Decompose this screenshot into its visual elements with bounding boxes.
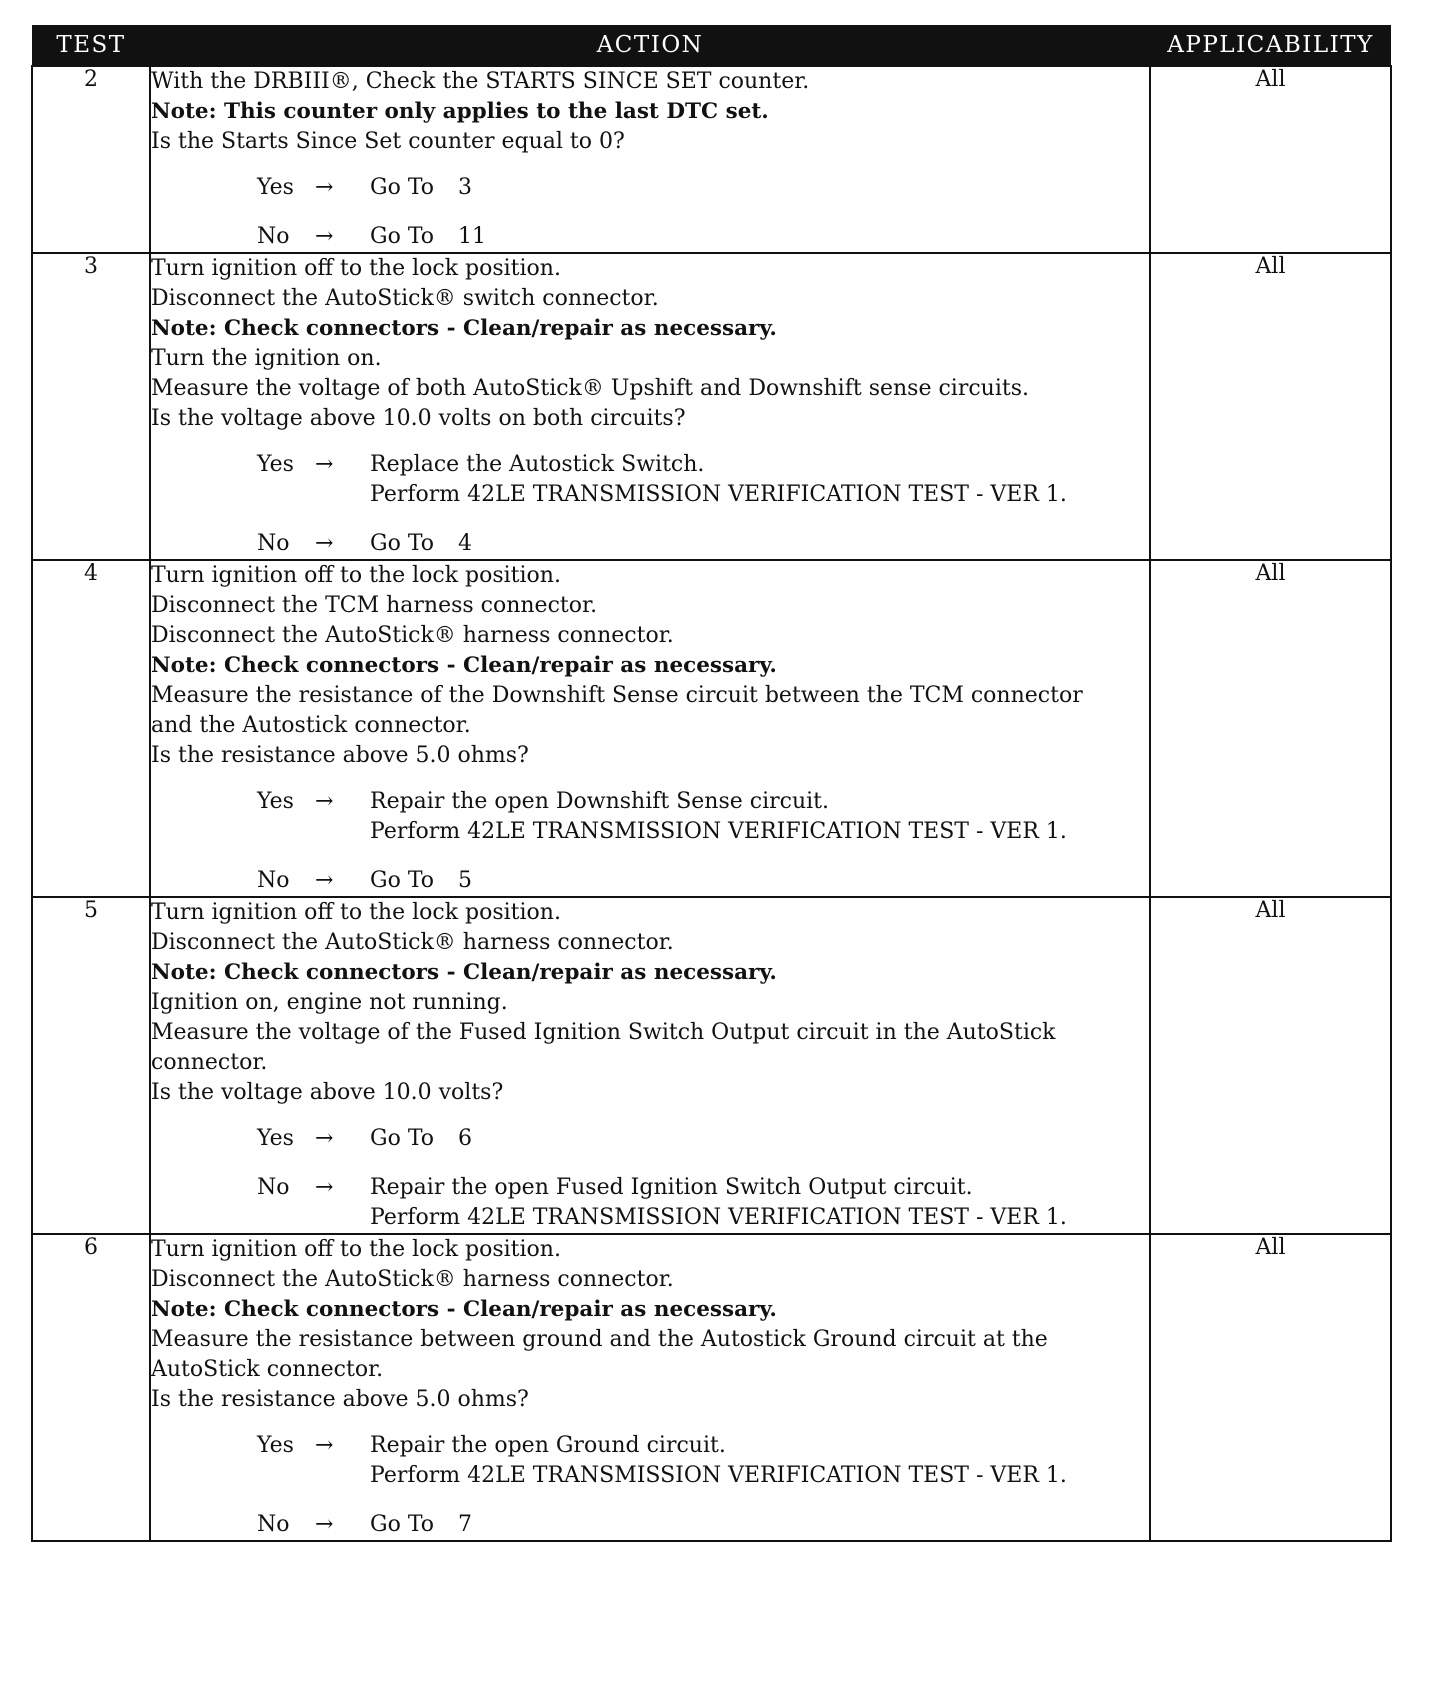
- goto-target: 4: [458, 531, 473, 556]
- answer-label: No: [257, 1175, 290, 1200]
- action-step: Disconnect the AutoStick® harness connector.: [151, 930, 674, 955]
- result-line: Repair the open Ground circuit.: [370, 1433, 726, 1458]
- goto-target: 7: [458, 1512, 473, 1537]
- arrow-right-icon: →: [315, 868, 334, 893]
- action-note: Note: Check connectors - Clean/repair as necessary.: [151, 653, 777, 678]
- action-step: and the Autostick connector.: [151, 713, 471, 738]
- test-number: 5: [32, 897, 150, 1234]
- action-step: Turn ignition off to the lock position.: [151, 256, 561, 281]
- arrow-right-icon: →: [315, 789, 334, 814]
- action-step: Turn the ignition on.: [151, 346, 382, 371]
- answer-result: [370, 173, 1149, 203]
- diagnostic-test-sheet: [31, 25, 1390, 1542]
- table-body: [32, 66, 1391, 1541]
- test-number: 6: [32, 1234, 150, 1541]
- answer-result: [370, 1431, 1149, 1491]
- arrow-right-icon: →: [315, 531, 334, 556]
- applicability-value: All: [1150, 1234, 1391, 1541]
- result-line: Perform 42LE TRANSMISSION VERIFICATION TEST - VER 1.: [370, 1205, 1067, 1230]
- answer-list: [151, 1124, 1149, 1233]
- answer-no: [151, 1173, 1149, 1233]
- answer-list: [151, 173, 1149, 252]
- result-line: Perform 42LE TRANSMISSION VERIFICATION TEST - VER 1.: [370, 819, 1067, 844]
- goto-text: Go To: [370, 868, 435, 893]
- action-cell: [150, 560, 1150, 897]
- answer-label: Yes: [257, 452, 294, 477]
- answer-no: [151, 1510, 1149, 1540]
- action-note: Note: Check connectors - Clean/repair as necessary.: [151, 1297, 777, 1322]
- answer-result: [370, 866, 1149, 896]
- answer-result: [370, 1173, 1149, 1233]
- action-step: Turn ignition off to the lock position.: [151, 900, 561, 925]
- answer-result: [370, 1510, 1149, 1540]
- arrow-right-icon: →: [315, 1433, 334, 1458]
- action-step: Disconnect the TCM harness connector.: [151, 593, 598, 618]
- answer-result: [370, 450, 1149, 510]
- column-header-applicability: APPLICABILITY: [1150, 25, 1391, 66]
- goto-text: Go To: [370, 531, 435, 556]
- answer-list: [151, 787, 1149, 896]
- answer-label: No: [257, 868, 290, 893]
- table-row: [32, 897, 1391, 1234]
- table-row: [32, 253, 1391, 560]
- column-header-action: ACTION: [150, 25, 1150, 66]
- result-line: Perform 42LE TRANSMISSION VERIFICATION TEST - VER 1.: [370, 1463, 1067, 1488]
- answer-result: [370, 222, 1149, 252]
- answer-yes: [151, 450, 1149, 510]
- arrow-right-icon: →: [315, 1175, 334, 1200]
- action-step: Disconnect the AutoStick® harness connector.: [151, 1267, 674, 1292]
- applicability-value: All: [1150, 253, 1391, 560]
- applicability-value: All: [1150, 66, 1391, 253]
- answer-result: [370, 1124, 1149, 1154]
- result-line: Perform 42LE TRANSMISSION VERIFICATION TEST - VER 1.: [370, 482, 1067, 507]
- goto-link: [370, 1126, 472, 1151]
- action-step: Disconnect the AutoStick® switch connector.: [151, 286, 659, 311]
- answer-yes: [151, 173, 1149, 203]
- answer-label: Yes: [257, 1433, 294, 1458]
- goto-text: Go To: [370, 175, 435, 200]
- arrow-right-icon: →: [315, 1126, 334, 1151]
- action-cell: [150, 253, 1150, 560]
- action-cell: [150, 66, 1150, 253]
- action-step: Measure the resistance of the Downshift Sense circuit between the TCM connector: [151, 683, 1083, 708]
- action-note: Note: Check connectors - Clean/repair as necessary.: [151, 316, 777, 341]
- answer-yes: [151, 787, 1149, 847]
- test-number: 4: [32, 560, 150, 897]
- answer-result: [370, 529, 1149, 559]
- action-step: Measure the resistance between ground and the Autostick Ground circuit at the: [151, 1327, 1048, 1352]
- answer-yes: [151, 1124, 1149, 1154]
- answer-no: [151, 529, 1149, 559]
- goto-text: Go To: [370, 1512, 435, 1537]
- answer-no: [151, 866, 1149, 896]
- action-step: Is the resistance above 5.0 ohms?: [151, 1387, 529, 1412]
- arrow-right-icon: →: [315, 224, 334, 249]
- table-row: [32, 560, 1391, 897]
- action-step: Ignition on, engine not running.: [151, 990, 508, 1015]
- arrow-right-icon: →: [315, 1512, 334, 1537]
- goto-target: 3: [458, 175, 473, 200]
- action-step: Is the Starts Since Set counter equal to 0?: [151, 129, 625, 154]
- action-cell: [150, 897, 1150, 1234]
- action-step: connector.: [151, 1050, 268, 1075]
- arrow-right-icon: →: [315, 175, 334, 200]
- goto-link: [370, 175, 472, 200]
- action-step: Disconnect the AutoStick® harness connector.: [151, 623, 674, 648]
- action-step: Measure the voltage of both AutoStick® Upshift and Downshift sense circuits.: [151, 376, 1030, 401]
- goto-target: 6: [458, 1126, 473, 1151]
- test-number: 2: [32, 66, 150, 253]
- answer-result: [370, 787, 1149, 847]
- goto-link: [370, 868, 472, 893]
- answer-yes: [151, 1431, 1149, 1491]
- result-line: Replace the Autostick Switch.: [370, 452, 705, 477]
- goto-link: [370, 531, 472, 556]
- answer-label: Yes: [257, 1126, 294, 1151]
- action-step: Turn ignition off to the lock position.: [151, 1237, 561, 1262]
- action-step: Is the voltage above 10.0 volts?: [151, 1080, 504, 1105]
- goto-text: Go To: [370, 1126, 435, 1151]
- table-header-row: [32, 25, 1391, 66]
- action-step: Is the resistance above 5.0 ohms?: [151, 743, 529, 768]
- goto-target: 11: [458, 224, 487, 249]
- column-header-test: TEST: [32, 25, 150, 66]
- answer-list: [151, 1431, 1149, 1540]
- answer-label: Yes: [257, 789, 294, 814]
- diagnostic-table: [31, 25, 1392, 1542]
- table-row: [32, 1234, 1391, 1541]
- answer-label: Yes: [257, 175, 294, 200]
- action-cell: [150, 1234, 1150, 1541]
- result-line: Repair the open Downshift Sense circuit.: [370, 789, 830, 814]
- test-number: 3: [32, 253, 150, 560]
- goto-link: [370, 224, 486, 249]
- table-row: [32, 66, 1391, 253]
- action-step: AutoStick connector.: [151, 1357, 384, 1382]
- applicability-value: All: [1150, 560, 1391, 897]
- action-step: With the DRBIII®, Check the STARTS SINCE SET counter.: [151, 69, 810, 94]
- answer-label: No: [257, 1512, 290, 1537]
- goto-text: Go To: [370, 224, 435, 249]
- answer-no: [151, 222, 1149, 252]
- answer-label: No: [257, 531, 290, 556]
- action-step: Turn ignition off to the lock position.: [151, 563, 561, 588]
- arrow-right-icon: →: [315, 452, 334, 477]
- applicability-value: All: [1150, 897, 1391, 1234]
- goto-target: 5: [458, 868, 473, 893]
- goto-link: [370, 1512, 472, 1537]
- action-step: Is the voltage above 10.0 volts on both circuits?: [151, 406, 686, 431]
- answer-label: No: [257, 224, 290, 249]
- answer-list: [151, 450, 1149, 559]
- action-note: Note: Check connectors - Clean/repair as necessary.: [151, 960, 777, 985]
- action-step: Measure the voltage of the Fused Ignition Switch Output circuit in the AutoStick: [151, 1020, 1056, 1045]
- result-line: Repair the open Fused Ignition Switch Output circuit.: [370, 1175, 973, 1200]
- action-note: Note: This counter only applies to the last DTC set.: [151, 99, 769, 124]
